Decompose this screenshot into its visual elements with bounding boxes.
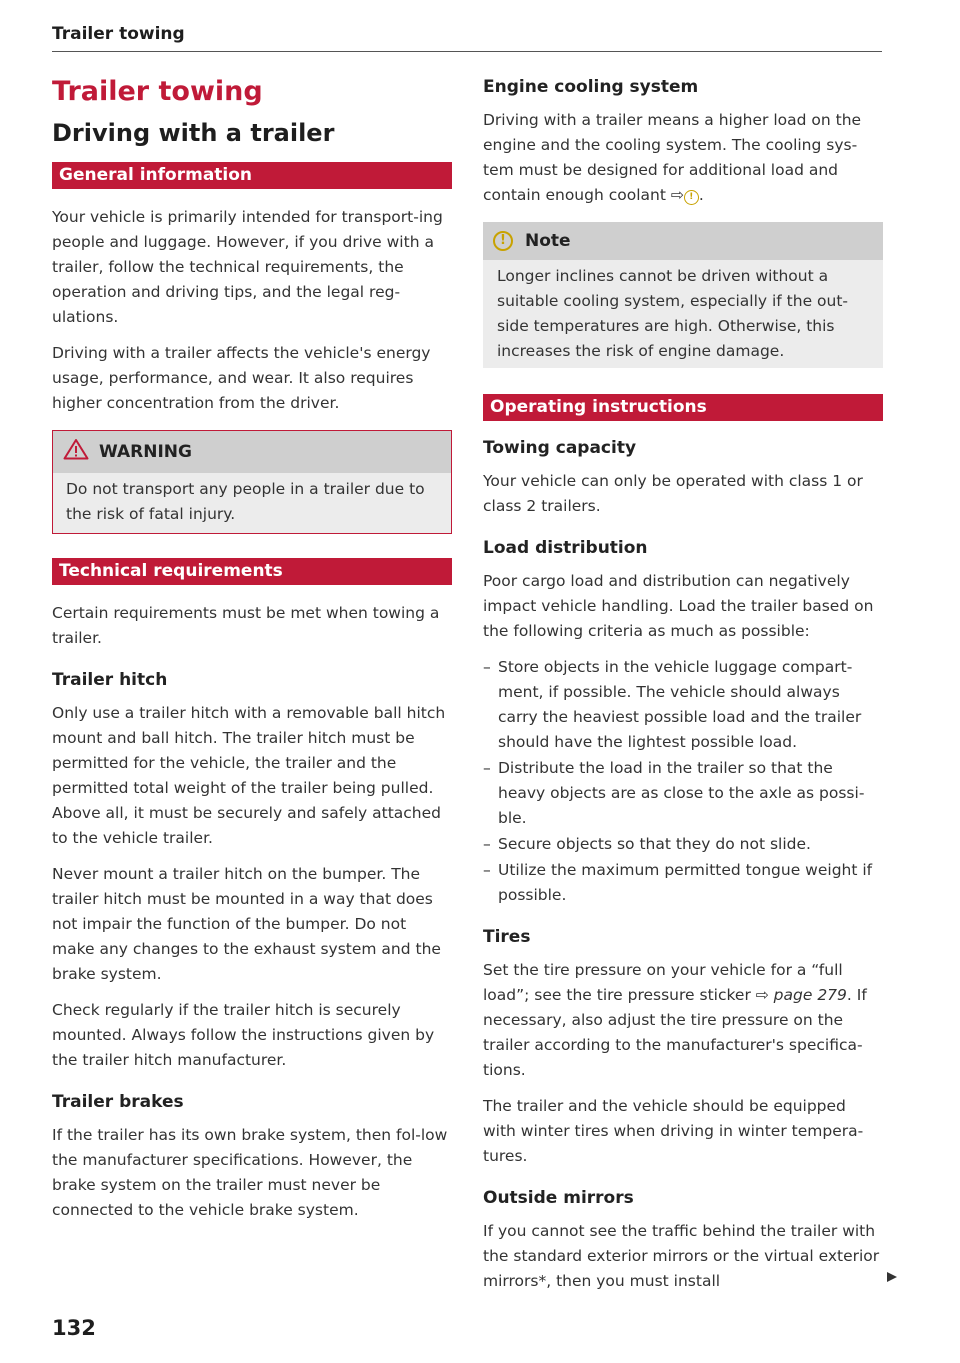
load-list xyxy=(483,655,883,908)
cooling-note-ref[interactable] xyxy=(671,186,699,204)
general-information-heading: General information xyxy=(52,162,452,189)
cooling-paragraph: Driving with a trailer means a higher load on the engine and the cooling system. The cooling sys-tem must be designed for additional load and contain enough coolant ⇨ ! . xyxy=(483,111,862,204)
hitch-paragraph-2: Never mount a trailer hitch on the bumper. The trailer hitch must be mounted in a way that does not impair the function of the bumper. Do not make any changes to the exhaust system and the brake system. xyxy=(52,865,441,983)
technical-requirements-heading: Technical requirements xyxy=(52,558,452,585)
towing-capacity-heading: Towing capacity xyxy=(483,438,637,458)
note-text: Longer inclines cannot be driven without a suitable cooling system, especially if the out-side temperatures are high. Otherwise, this increases the risk of engine damage. xyxy=(497,267,849,360)
hitch-paragraph-3: Check regularly if the trailer hitch is securely mounted. Always follow the instructions given by the trailer hitch manufacturer. xyxy=(52,1001,435,1069)
continue-arrow-icon xyxy=(886,1271,898,1287)
warning-text: Do not transport any people in a trailer due to the risk of fatal injury. xyxy=(66,480,425,523)
note-label: Note xyxy=(525,231,571,251)
section-title: Driving with a trailer xyxy=(52,119,335,147)
note-box xyxy=(483,222,883,368)
tires-heading: Tires xyxy=(483,927,531,947)
page-number: 132 xyxy=(52,1316,96,1340)
warning-header xyxy=(53,431,451,473)
ref-arrow: ⇨ xyxy=(670,186,684,204)
note-circle-icon: ! xyxy=(493,231,513,251)
left-column xyxy=(52,70,452,1234)
mirrors-paragraph: If you cannot see the traffic behind the trailer with the standard exterior mirrors or the virtual exterior mirrors*, then you must install xyxy=(483,1222,880,1290)
page-ref-link[interactable]: ⇨ page 279 xyxy=(755,986,847,1004)
chapter-title: Trailer towing xyxy=(52,76,263,107)
list-item: – Store objects in the vehicle luggage compart-ment, if possible. The vehicle should always carry the heaviest possible load and the trailer should have the lightest possible load. xyxy=(483,655,883,755)
running-header: Trailer towing xyxy=(52,24,185,44)
load-distribution-heading: Load distribution xyxy=(483,538,648,558)
header-rule xyxy=(52,51,882,52)
warning-triangle-icon xyxy=(63,438,89,466)
warning-box xyxy=(52,430,452,534)
outside-mirrors-heading: Outside mirrors xyxy=(483,1188,634,1208)
towing-paragraph: Your vehicle can only be operated with class 1 or class 2 trailers. xyxy=(483,472,863,515)
list-item: – Secure objects so that they do not slide. xyxy=(483,832,883,857)
list-item: – Distribute the load in the trailer so that the heavy objects are as close to the axle as possi-ble. xyxy=(483,756,883,831)
general-paragraph-1: Your vehicle is primarily intended for transport-ing people and luggage. However, if you drive with a trailer, follow the technical requirements, the operation and driving tips, and the legal reg-ulations. xyxy=(52,208,443,326)
cooling-text: Driving with a trailer means a higher load on the engine and the cooling system. The cooling sys-tem must be designed for additional load and contain enough coolant xyxy=(483,111,862,204)
right-column xyxy=(483,70,883,1305)
general-paragraph-2: Driving with a trailer affects the vehicle's energy usage, performance, and wear. It also requires higher concentration from the driver. xyxy=(52,344,431,412)
tires-paragraph-2: The trailer and the vehicle should be equipped with winter tires when driving in winter tempera-tures. xyxy=(483,1097,864,1165)
trailer-hitch-heading: Trailer hitch xyxy=(52,670,168,690)
note-body xyxy=(483,260,883,368)
warning-label: WARNING xyxy=(99,442,192,462)
list-item: – Utilize the maximum permitted tongue weight if possible. xyxy=(483,858,883,908)
brakes-paragraph: If the trailer has its own brake system, then fol-low the manufacturer specifications. However, the brake system on the trailer must never be connected to the vehicle brake system. xyxy=(52,1126,448,1219)
note-header xyxy=(483,222,883,260)
hitch-paragraph-1: Only use a trailer hitch with a removable ball hitch mount and ball hitch. The trailer hitch must be permitted for the vehicle, the trailer and the permitted total weight of the trailer being pulled. Above all, it must be securely and safely attached to the vehicle trailer. xyxy=(52,704,446,847)
load-paragraph: Poor cargo load and distribution can negatively impact vehicle handling. Load the trailer based on the following criteria as much as possible: xyxy=(483,572,874,640)
tires-text-a: Set the tire pressure on your vehicle for a “full load”; see the tire pressure sticker xyxy=(483,961,843,1004)
tires-paragraph-1 xyxy=(483,958,883,1083)
note-ref-icon: ! xyxy=(684,190,699,205)
warning-body xyxy=(53,473,451,533)
tires-text-b: . If necessary, also adjust the tire pressure on the trailer according to the manufacturer's specifica-tions. xyxy=(483,986,867,1079)
operating-instructions-heading: Operating instructions xyxy=(483,394,883,421)
technical-intro: Certain requirements must be met when towing a trailer. xyxy=(52,604,440,647)
engine-cooling-heading: Engine cooling system xyxy=(483,77,699,97)
trailer-brakes-heading: Trailer brakes xyxy=(52,1092,184,1112)
